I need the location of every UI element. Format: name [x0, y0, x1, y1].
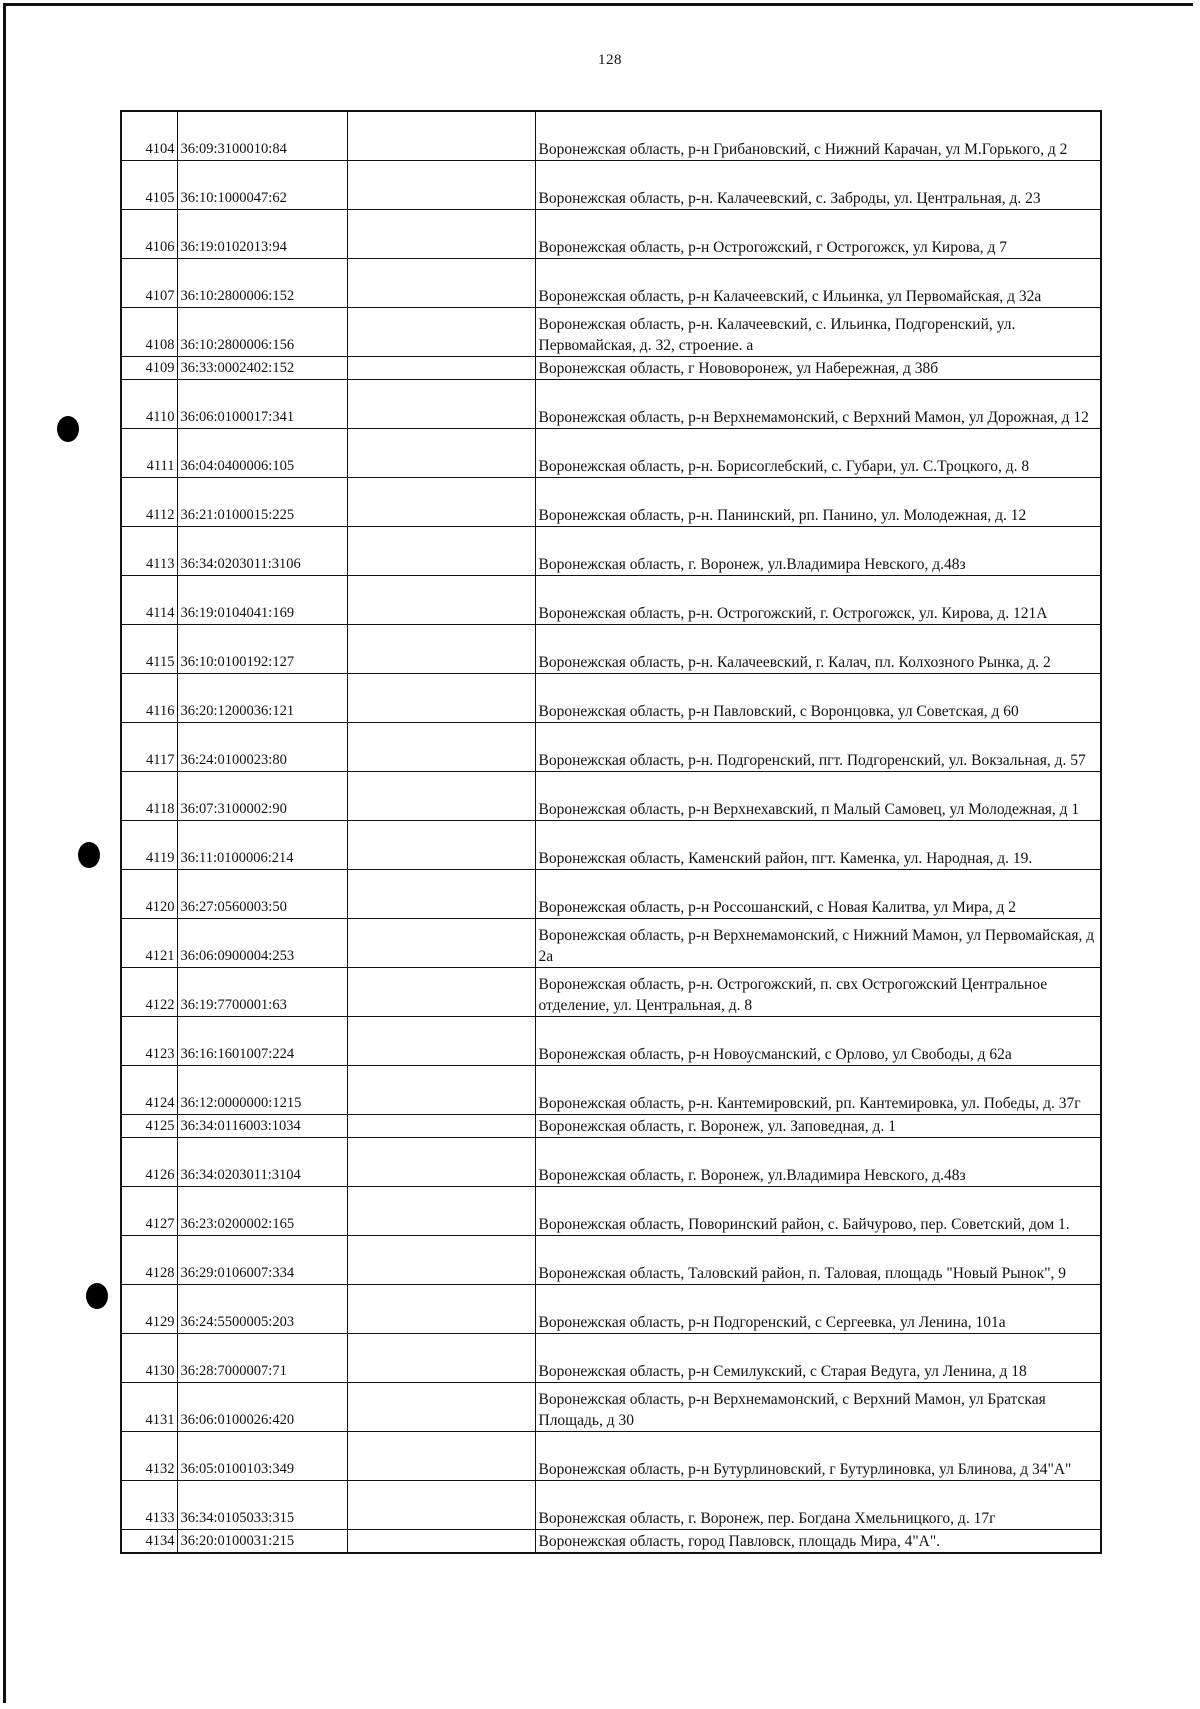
table-row: [121, 1383, 1101, 1432]
cadastral-number: 36:10:2800006:152: [177, 259, 347, 308]
cadastral-number: 36:19:0102013:94: [177, 210, 347, 259]
punch-hole-1: [57, 416, 79, 442]
address: Воронежская область, г. Воронеж, пер. Богдана Хмельницкого, д. 17г: [535, 1481, 1101, 1530]
cadastral-number: 36:34:0203011:3106: [177, 527, 347, 576]
table-row: [121, 1066, 1101, 1115]
empty-cell: [347, 870, 535, 919]
row-number: 4133: [121, 1481, 177, 1530]
empty-cell: [347, 1115, 535, 1138]
table-row: [121, 1481, 1101, 1530]
address: Воронежская область, р-н Верхнемамонский, с Верхний Мамон, ул Братская Площадь, д 30: [535, 1383, 1101, 1432]
empty-cell: [347, 1187, 535, 1236]
table-row: [121, 625, 1101, 674]
address: Воронежская область, р-н Семилукский, с Старая Ведуга, ул Ленина, д 18: [535, 1334, 1101, 1383]
address: Воронежская область, р-н. Калачеевский, с. Ильинка, Подгоренский, ул. Первомайская, д. 32, строение. а: [535, 308, 1101, 357]
address: Воронежская область, г. Воронеж, ул. Заповедная, д. 1: [535, 1115, 1101, 1138]
table-row: [121, 968, 1101, 1017]
registry-body: [121, 111, 1101, 1553]
empty-cell: [347, 357, 535, 380]
address: Воронежская область, р-н Подгоренский, с Сергеевка, ул Ленина, 101а: [535, 1285, 1101, 1334]
empty-cell: [347, 380, 535, 429]
cadastral-number: 36:06:0100026:420: [177, 1383, 347, 1432]
row-number: 4105: [121, 161, 177, 210]
page-number: 128: [598, 52, 622, 68]
cadastral-number: 36:16:1601007:224: [177, 1017, 347, 1066]
cadastral-number: 36:33:0002402:152: [177, 357, 347, 380]
row-number: 4124: [121, 1066, 177, 1115]
row-number: 4117: [121, 723, 177, 772]
empty-cell: [347, 527, 535, 576]
row-number: 4115: [121, 625, 177, 674]
table-row: [121, 527, 1101, 576]
table-row: [121, 357, 1101, 380]
cadastral-number: 36:20:1200036:121: [177, 674, 347, 723]
address: Воронежская область, р-н Верхнемамонский, с Верхний Мамон, ул Дорожная, д 12: [535, 380, 1101, 429]
empty-cell: [347, 1017, 535, 1066]
cadastral-number: 36:21:0100015:225: [177, 478, 347, 527]
address: Воронежская область, р-н. Борисоглебский, с. Губари, ул. С.Троцкого, д. 8: [535, 429, 1101, 478]
cadastral-number: 36:09:3100010:84: [177, 111, 347, 161]
empty-cell: [347, 210, 535, 259]
cadastral-number: 36:23:0200002:165: [177, 1187, 347, 1236]
address: Воронежская область, р-н Верхнемамонский, с Нижний Мамон, ул Первомайская, д 2а: [535, 919, 1101, 968]
table-row: [121, 1138, 1101, 1187]
row-number: 4122: [121, 968, 177, 1017]
empty-cell: [347, 1481, 535, 1530]
row-number: 4112: [121, 478, 177, 527]
row-number: 4121: [121, 919, 177, 968]
cadastral-number: 36:20:0100031:215: [177, 1530, 347, 1554]
table-row: [121, 111, 1101, 161]
row-number: 4104: [121, 111, 177, 161]
table-row: [121, 161, 1101, 210]
table-row: [121, 1017, 1101, 1066]
empty-cell: [347, 821, 535, 870]
address: Воронежская область, р-н Острогожский, г Острогожск, ул Кирова, д 7: [535, 210, 1101, 259]
cadastral-number: 36:34:0105033:315: [177, 1481, 347, 1530]
row-number: 4123: [121, 1017, 177, 1066]
address: Воронежская область, р-н Россошанский, с Новая Калитва, ул Мира, д 2: [535, 870, 1101, 919]
address: Воронежская область, р-н. Панинский, рп. Панино, ул. Молодежная, д. 12: [535, 478, 1101, 527]
cadastral-number: 36:29:0106007:334: [177, 1236, 347, 1285]
empty-cell: [347, 968, 535, 1017]
empty-cell: [347, 1530, 535, 1554]
empty-cell: [347, 723, 535, 772]
empty-cell: [347, 772, 535, 821]
row-number: 4118: [121, 772, 177, 821]
address: Воронежская область, р-н Грибановский, с Нижний Карачан, ул М.Горького, д 2: [535, 111, 1101, 161]
table-row: [121, 1115, 1101, 1138]
empty-cell: [347, 308, 535, 357]
cadastral-number: 36:05:0100103:349: [177, 1432, 347, 1481]
row-number: 4110: [121, 380, 177, 429]
table-row: [121, 1530, 1101, 1554]
empty-cell: [347, 1138, 535, 1187]
table-row: [121, 919, 1101, 968]
row-number: 4109: [121, 357, 177, 380]
punch-hole-3: [86, 1283, 108, 1309]
row-number: 4119: [121, 821, 177, 870]
table-row: [121, 821, 1101, 870]
empty-cell: [347, 674, 535, 723]
row-number: 4134: [121, 1530, 177, 1554]
address: Воронежская область, р-н. Подгоренский, пгт. Подгоренский, ул. Вокзальная, д. 57: [535, 723, 1101, 772]
table-row: [121, 210, 1101, 259]
cadastral-number: 36:19:7700001:63: [177, 968, 347, 1017]
address: Воронежская область, р-н Павловский, с Воронцовка, ул Советская, д 60: [535, 674, 1101, 723]
row-number: 4116: [121, 674, 177, 723]
address: Воронежская область, р-н. Острогожский, г. Острогожск, ул. Кирова, д. 121А: [535, 576, 1101, 625]
table-row: [121, 429, 1101, 478]
empty-cell: [347, 1285, 535, 1334]
address: Воронежская область, р-н. Калачеевский, г. Калач, пл. Колхозного Рынка, д. 2: [535, 625, 1101, 674]
row-number: 4132: [121, 1432, 177, 1481]
address: Воронежская область, р-н Новоусманский, с Орлово, ул Свободы, д 62а: [535, 1017, 1101, 1066]
empty-cell: [347, 1383, 535, 1432]
row-number: 4111: [121, 429, 177, 478]
empty-cell: [347, 1066, 535, 1115]
table-row: [121, 1432, 1101, 1481]
address: Воронежская область, г. Воронеж, ул.Владимира Невского, д.48з: [535, 527, 1101, 576]
row-number: 4130: [121, 1334, 177, 1383]
cadastral-number: 36:11:0100006:214: [177, 821, 347, 870]
address: Воронежская область, р-н Верхнехавский, п Малый Самовец, ул Молодежная, д 1: [535, 772, 1101, 821]
address: Воронежская область, г Нововоронеж, ул Набережная, д 38б: [535, 357, 1101, 380]
cadastral-number: 36:10:1000047:62: [177, 161, 347, 210]
row-number: 4129: [121, 1285, 177, 1334]
row-number: 4126: [121, 1138, 177, 1187]
row-number: 4106: [121, 210, 177, 259]
cadastral-number: 36:24:5500005:203: [177, 1285, 347, 1334]
cadastral-number: 36:27:0560003:50: [177, 870, 347, 919]
address: Воронежская область, р-н. Калачеевский, с. Заброды, ул. Центральная, д. 23: [535, 161, 1101, 210]
row-number: 4125: [121, 1115, 177, 1138]
table-row: [121, 870, 1101, 919]
registry-table: [120, 110, 1102, 1554]
cadastral-number: 36:10:0100192:127: [177, 625, 347, 674]
table-row: [121, 1334, 1101, 1383]
table-row: [121, 576, 1101, 625]
row-number: 4108: [121, 308, 177, 357]
cadastral-number: 36:24:0100023:80: [177, 723, 347, 772]
table-row: [121, 259, 1101, 308]
cadastral-number: 36:19:0104041:169: [177, 576, 347, 625]
table-row: [121, 1236, 1101, 1285]
row-number: 4128: [121, 1236, 177, 1285]
cadastral-number: 36:10:2800006:156: [177, 308, 347, 357]
address: Воронежская область, р-н. Кантемировский, рп. Кантемировка, ул. Победы, д. 37г: [535, 1066, 1101, 1115]
punch-hole-2: [78, 842, 100, 868]
row-number: 4114: [121, 576, 177, 625]
address: Воронежская область, город Павловск, площадь Мира, 4"А".: [535, 1530, 1101, 1554]
table-row: [121, 772, 1101, 821]
cadastral-number: 36:06:0100017:341: [177, 380, 347, 429]
empty-cell: [347, 1432, 535, 1481]
empty-cell: [347, 259, 535, 308]
empty-cell: [347, 478, 535, 527]
address: Воронежская область, р-н Бутурлиновский, г Бутурлиновка, ул Блинова, д 34"А": [535, 1432, 1101, 1481]
table-row: [121, 723, 1101, 772]
cadastral-number: 36:34:0203011:3104: [177, 1138, 347, 1187]
empty-cell: [347, 1236, 535, 1285]
table-row: [121, 1285, 1101, 1334]
table-row: [121, 1187, 1101, 1236]
cadastral-number: 36:06:0900004:253: [177, 919, 347, 968]
address: Воронежская область, г. Воронеж, ул.Владимира Невского, д.48з: [535, 1138, 1101, 1187]
empty-cell: [347, 919, 535, 968]
row-number: 4113: [121, 527, 177, 576]
cadastral-number: 36:34:0116003:1034: [177, 1115, 347, 1138]
address: Воронежская область, Таловский район, п. Таловая, площадь "Новый Рынок", 9: [535, 1236, 1101, 1285]
table-row: [121, 308, 1101, 357]
address: Воронежская область, Поворинский район, с. Байчурово, пер. Советский, дом 1.: [535, 1187, 1101, 1236]
table-row: [121, 380, 1101, 429]
empty-cell: [347, 576, 535, 625]
address: Воронежская область, р-н Калачеевский, с Ильинка, ул Первомайская, д 32а: [535, 259, 1101, 308]
cadastral-number: 36:04:0400006:105: [177, 429, 347, 478]
table-row: [121, 478, 1101, 527]
row-number: 4131: [121, 1383, 177, 1432]
table-row: [121, 674, 1101, 723]
empty-cell: [347, 161, 535, 210]
address: Воронежская область, Каменский район, пгт. Каменка, ул. Народная, д. 19.: [535, 821, 1101, 870]
cadastral-number: 36:12:0000000:1215: [177, 1066, 347, 1115]
row-number: 4107: [121, 259, 177, 308]
cadastral-number: 36:28:7000007:71: [177, 1334, 347, 1383]
empty-cell: [347, 111, 535, 161]
empty-cell: [347, 625, 535, 674]
empty-cell: [347, 1334, 535, 1383]
row-number: 4127: [121, 1187, 177, 1236]
row-number: 4120: [121, 870, 177, 919]
address: Воронежская область, р-н. Острогожский, п. свх Острогожский Центральное отделение, ул. Центральная, д. 8: [535, 968, 1101, 1017]
cadastral-number: 36:07:3100002:90: [177, 772, 347, 821]
empty-cell: [347, 429, 535, 478]
